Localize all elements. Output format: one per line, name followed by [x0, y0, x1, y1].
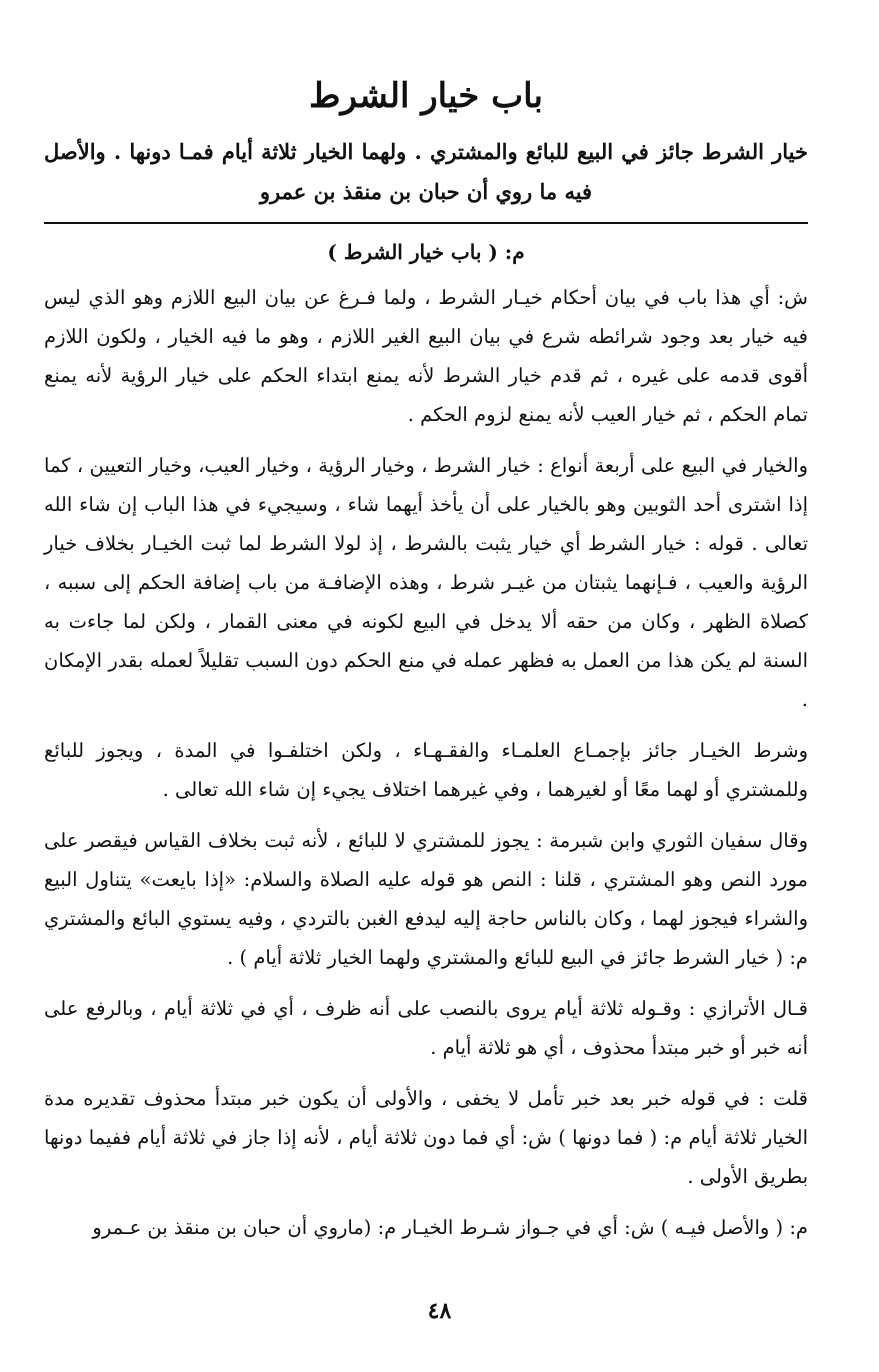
commentary-paragraph-3: وشرط الخيـار جائز بإجمـاع العلمـاء والفقـهـاء ، ولكن اختلفـوا في المدة ، ويجوز للبائع وللمشتري أو لهما معًا أو لغيرهما ، وفي غيرهما اختلاف يجيء إن شاء الله تعالى . — [44, 739, 808, 801]
commentary-paragraph-5: قـال الأترازي : وقـوله ثلاثة أيام يروى بالنصب على أنه ظرف ، أي في ثلاثة أيام ، وبالرفع على أنه خبر أو خبر مبتدأ محذوف ، أي هو ثلاثة أيام . — [44, 997, 808, 1059]
commentary-paragraph-7: م: ( والأصل فيـه ) ش: أي في جـواز شـرط الخيـار م: (ماروي أن حبان بن منقذ بن عـمرو — [92, 1216, 808, 1239]
commentary-paragraph-6: قلت : في قوله خبر بعد خبر تأمل لا يخفى ، والأولى أن يكون خبر مبتدأ محذوف تقديره مدة الخيار ثلاثة أيام م: ( فما دونها ) ش: أي فما دون ثلاثة أيام ، لأنه إذا جاز في ثلاثة أيام ففيما دونها بطريق الأولى . — [44, 1087, 808, 1188]
commentary-paragraph-2: والخيار في البيع على أربعة أنواع : خيار الشرط ، وخيار الرؤية ، وخيار العيب، وخيار التعيين ، كما إذا اشترى أحد الثوبين وهو بالخيار على أن يأخذ أيهما شاء ، وسيجيء في هذا الباب إن شاء الله تعالى . قوله : خيار الشرط أي خيار يثبت بالشرط ، إذ لولا الشرط لما ثبت الخيـار بخلاف خيار الرؤية والعيب ، فـإنهما يثبتان من غيـر شرط ، وهذه الإضافـة من باب إضافة الحكم إلى سببه ، كصلاة الظهر ، وكان من حقه ألا يدخل في البيع لكونه في معنى القمار ، ولكن لما جاءت به السنة لم يكن هذا من العمل به فظهر عمله في منع الحكم دون السبب تقليلاً لعمله بقدر الإمكان . — [44, 454, 808, 711]
commentary-paragraph-4: وقال سفيان الثوري وابن شبرمة : يجوز للمشتري لا للبائع ، لأنه ثبت بخلاف القياس فيقصر على مورد النص وهو المشتري ، قلنا : النص هو قوله عليه الصلاة والسلام: «إذا بايعت» يتناول البيع والشراء فيجوز لهما ، وكان بالناس حاجة إليه ليدفع الغبن بالتردي ، وفيه يستوي البائع والمشتري م: ( خيار الشرط جائز في البيع للبائع والمشتري ولهما الخيار ثلاثة أيام ) . — [44, 829, 808, 969]
commentary-paragraph-1: ش: أي هذا باب في بيان أحكام خيـار الشرط ، ولما فـرغ عن بيان البيع اللازم وهو الذي ليس فيه خيار بعد وجود شرائطه شرع في بيان البيع الغير اللازم ، وهو ما فيه الخيار ، ولكون اللازم أقوى قدمه على غيره ، ثم قدم خيار الشرط لأنه يمنع ابتداء الحكم على خيار الرؤية لأنه يمنع تمام الحكم ، ثم خيار العيب لأنه يمنع لزوم الحكم . — [44, 286, 808, 426]
section-heading: م: ( باب خيار الشرط ) — [327, 240, 525, 264]
document-page — [44, 70, 808, 1259]
divider-rule — [44, 222, 808, 224]
page-number: ٤٨ — [427, 1298, 452, 1324]
matn-text: خيار الشرط جائز في البيع للبائع والمشتري . ولهما الخيار ثلاثة أيام فمـا دونها . والأصل فيه ما روي أن حبان بن منقذ بن عمرو — [44, 139, 808, 204]
chapter-title: باب خيار الشرط — [309, 76, 543, 116]
